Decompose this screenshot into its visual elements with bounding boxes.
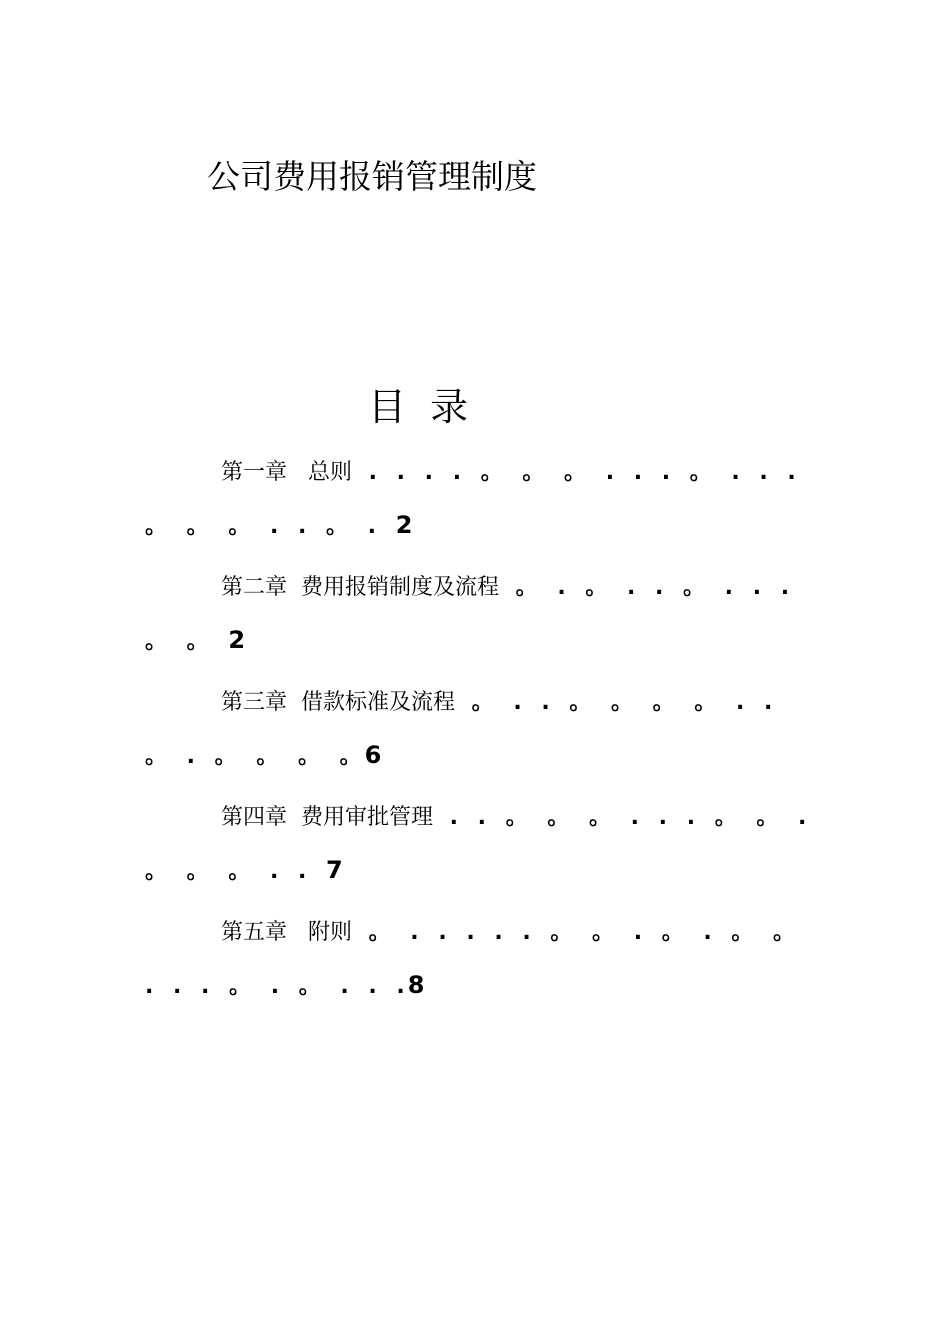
toc-entry-page-number: 2 [395,511,413,539]
toc-entry-label: 第二章 费用报销制度及流程 [221,575,499,600]
toc-heading: 目 录 [368,385,469,429]
toc-entry-label: 第三章 借款标准及流程 [221,690,455,715]
toc-entry-page-number: 7 [326,856,343,884]
toc-entry-leader: . . . . 。 。 。 . . . 。 . . . 。 。 。 . . 。 . [145,460,799,539]
toc-entry-leader: . . 。 。 。 . . . 。 。 . 。 。 。 . . [145,805,810,884]
toc-entry-page-number: 8 [407,971,425,999]
toc-entry-leader: 。 . 。 . . 。 . . . 。 。 [145,575,793,654]
toc-entry-chapter-2[interactable] [145,562,810,668]
toc-entry-chapter-1[interactable] [145,447,810,553]
toc-entry-label: 第一章 总则 [221,460,352,485]
toc-entry-chapter-5[interactable] [145,907,810,1013]
toc-entry-page-number: 6 [364,741,382,769]
toc-entry-leader: 。 . . . . . 。 。 . 。 . 。 。 . . . 。 . 。 . . . [145,920,799,999]
toc-entry-chapter-3[interactable] [145,677,810,783]
toc-entry-label: 第四章 费用审批管理 [221,805,433,830]
toc-entry-leader: 。 . . 。 。 。 。 . . 。 . 。 。 。 。 [145,690,776,769]
toc-entry-page-number: 2 [228,626,246,654]
document-title: 公司费用报销管理制度 [207,157,537,196]
toc-entry-label: 第五章 附则 [221,920,352,945]
toc-entry-chapter-4[interactable] [145,792,810,898]
